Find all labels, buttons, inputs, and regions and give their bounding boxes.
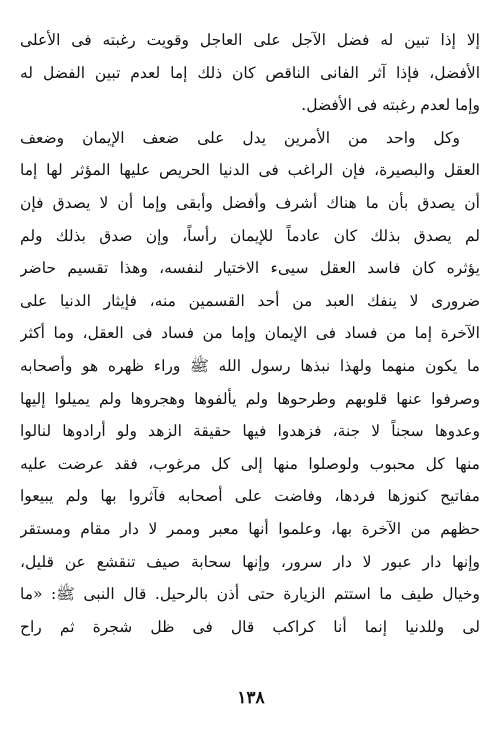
text-line: الآخرة إما من فساد فى الإيمان وإما من فساد فى العقل، وما أكثر (20, 324, 480, 343)
paragraph-2 (20, 122, 480, 644)
text-line: لم يصدق بذلك كان عادماً للإيمان رأساً، وإن صدق بذلك ولم (20, 226, 480, 245)
text-line: مفاتيح كنوزها فردها، وفاضت على أصحابه فآثروا بها ولم يبيعوا (20, 487, 480, 506)
text-line: لى وللدنيا إنما أنا كراكب قال فى ظل شجرة ثم راح (20, 617, 480, 636)
text-line: وعدوها سجناً لا جنة، فزهدوا فيها حقيقة الزهد ولو أرادوها لنالوا (20, 422, 480, 441)
text-line: الأفضل، فإذا آثر الفانى الناقص كان ذلك إما لعدم تبين الفضل له (20, 63, 480, 82)
text-line: يؤثره كان فاسد العقل سيىء الاختيار لنفسه، وهذا تقسيم حاضر (20, 259, 480, 278)
text-line: العقل والبصيرة، فإن الراغب فى الدنيا الحريص عليها المؤثر لها إما (20, 161, 480, 180)
text-line: وكل واحد من الأمرين يدل على ضعف الإيمان وضعف (20, 128, 460, 147)
page-number: ١٣٨ (237, 688, 265, 708)
text-line: حظهم من الآخرة بها، وعلموا أنها معبر وممر لا دار مقام ومستقر (20, 519, 480, 538)
paragraph-1 (20, 24, 480, 122)
text-line: أن يصدق بأن ما هناك أشرف وأفضل وأبقى وإما أن لا يصدق فإن (20, 193, 480, 212)
text-line: وصرفوا عنها قلوبهم وطرحوها ولم يألفوها وهجروها ولم يميلوا إليها (20, 389, 480, 408)
text-line: وخيال طيف ما استتم الزيارة حتى أذن بالرحيل. قال النبى ﷺ: «ما (20, 585, 480, 604)
text-line: إلا إذا تبين له فضل الآجل على العاجل وقويت رغبته فى الأعلى (20, 31, 480, 49)
text-line: منها كل محبوب ولوصلوا منها إلى كل مرغوب، فقد عرضت عليه (20, 454, 480, 473)
text-line: وإنها دار عبور لا دار سرور، وإنها سحابة صيف تنقشع عن قليل، (20, 552, 480, 571)
text-line: ما يكون منهما ولهذا نبذها رسول الله ﷺ وراء ظهره هو وأصحابه (20, 356, 480, 375)
text-line: وإما لعدم رغبته فى الأفضل. (301, 96, 480, 115)
text-line: ضرورى لا ينفك العبد من أحد القسمين منه، فإيثار الدنيا على (20, 291, 480, 310)
body-text (20, 24, 480, 643)
